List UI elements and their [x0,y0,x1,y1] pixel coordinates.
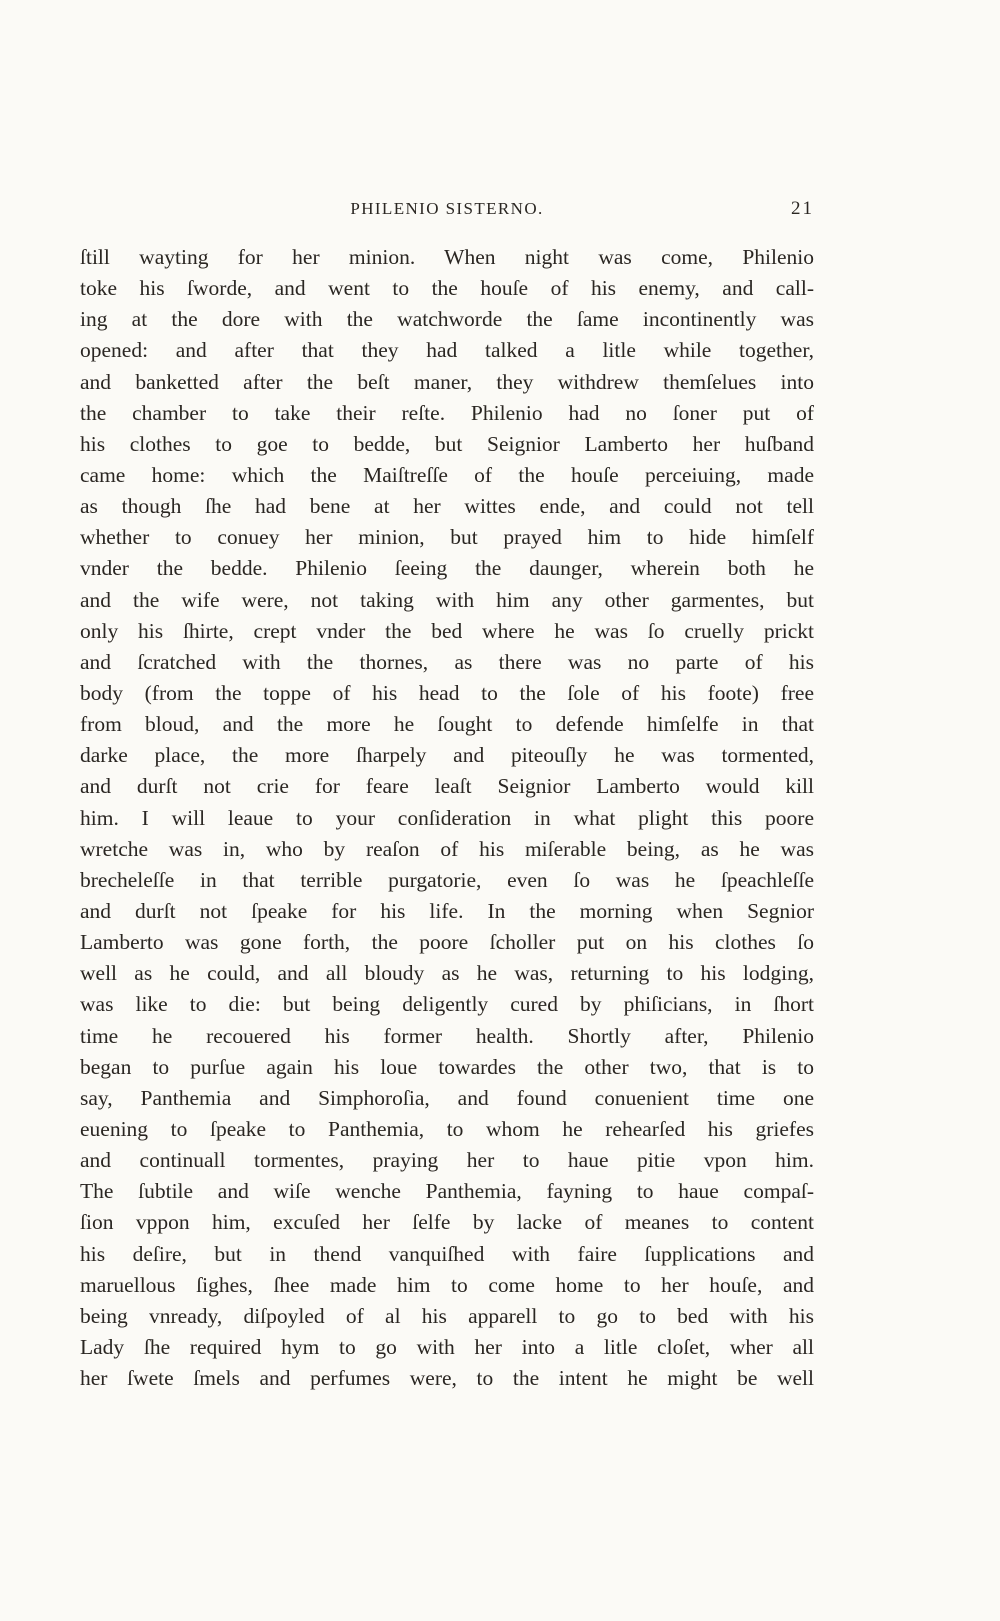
text-line: her ſwete ſmels and perfumes were, to the intent he might be well [80,1366,814,1391]
text-line: the chamber to take their reſte. Philenio had no ſoner put of [80,400,814,425]
text-line: maruellous ſighes, ſhee made him to come home to her houſe, and [80,1272,814,1297]
text-line: him. I will leaue to your conſideration in what plight this poore [80,805,814,830]
text-line: The ſubtile and wiſe wenche Panthemia, fayning to haue compaſ- [80,1179,814,1204]
text-line: was like to die: but being deligently cured by phiſicians, in ſhort [80,992,814,1017]
text-line: and durſt not ſpeake for his life. In the morning when Segnior [80,898,814,923]
text-line: brecheleſſe in that terrible purgatorie, even ſo was he ſpeachleſſe [80,867,814,892]
text-line: and continuall tormentes, praying her to haue pitie vpon him. [80,1148,814,1173]
text-line: and ſcratched with the thornes, as there was no parte of his [80,649,814,674]
text-line: ſtill wayting for her minion. When night was come, Philenio [80,245,814,269]
text-line: Lady ſhe required hym to go with her into a litle cloſet, wher all [80,1334,814,1359]
text-line: ſion vppon him, excuſed her ſelfe by lacke of meanes to content [80,1210,814,1235]
text-line: and durſt not crie for feare leaſt Seignior Lamberto would kill [80,774,814,799]
text-line: body (from the toppe of his head to the ſole of his foote) free [80,680,814,705]
text-line: as though ſhe had bene at her wittes ende, and could not tell [80,494,814,519]
text-line: began to purſue again his loue towardes the other two, that is to [80,1054,814,1079]
text-line: say, Panthemia and Simphoroſia, and found conuenient time one [80,1085,814,1110]
text-line: time he recouered his former health. Shortly after, Philenio [80,1023,814,1048]
text-line: darke place, the more ſharpely and piteouſly he was tormented, [80,743,814,768]
body-text [80,242,814,1394]
text-line: and the wife were, not taking with him any other garmentes, but [80,587,814,612]
text-line: euening to ſpeake to Panthemia, to whom he rehearſed his griefes [80,1116,814,1141]
text-line: his clothes to goe to bedde, but Seignior Lamberto her huſband [80,431,814,456]
text-line: Lamberto was gone forth, the poore ſcholler put on his clothes ſo [80,930,814,955]
text-line: from bloud, and the more he ſought to defende himſelfe in that [80,712,814,737]
running-head [80,196,814,226]
running-title: PHILENIO SISTERNO. [350,199,544,218]
text-line: only his ſhirte, crept vnder the bed where he was ſo cruelly prickt [80,618,814,643]
text-line: being vnready, diſpoyled of al his apparell to go to bed with his [80,1303,814,1328]
page-number: 21 [791,198,814,219]
text-line: vnder the bedde. Philenio ſeeing the daunger, wherein both he [80,556,814,581]
text-line: ing at the dore with the watchworde the ſame incontinently was [80,307,814,332]
text-line: toke his ſworde, and went to the houſe of his enemy, and call- [80,276,814,301]
text-line: and banketted after the beſt maner, they withdrew themſelues into [80,369,814,394]
text-line: well as he could, and all bloudy as he was, returning to his lodging, [80,961,814,986]
text-line: wretche was in, who by reaſon of his miſerable being, as he was [80,836,814,861]
text-line: came home: which the Maiſtreſſe of the houſe perceiuing, made [80,462,814,487]
text-line: his deſire, but in thend vanquiſhed with faire ſupplications and [80,1241,814,1266]
text-line: whether to conuey her minion, but prayed him to hide himſelf [80,525,814,550]
text-line: opened: and after that they had talked a litle while together, [80,338,814,363]
